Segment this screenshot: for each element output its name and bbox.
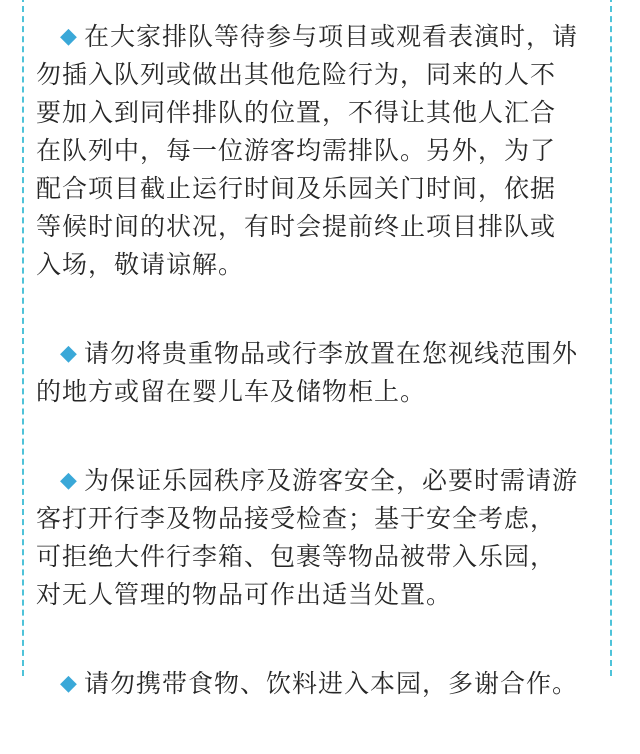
diamond-bullet-icon: ◆ (60, 24, 78, 49)
notice-text: 在大家排队等待参与项目或观看表演时，请 (84, 22, 579, 51)
notice-text: 要加入到同伴排队的位置，不得让其他人汇合 (36, 98, 557, 127)
notice-text: 等候时间的状况，有时会提前终止项目排队或 (36, 212, 557, 241)
notice-line-first (60, 18, 600, 56)
notice-line-first (60, 335, 600, 373)
notice-text: 请勿将贵重物品或行李放置在您视线范围外 (84, 339, 579, 368)
notice-text: 客打开行李及物品接受检查；基于安全考虑， (36, 504, 557, 533)
diamond-bullet-icon: ◆ (60, 341, 78, 366)
notice-list (36, 18, 600, 754)
notice-food-drink (60, 665, 600, 703)
notice-valuables (36, 335, 600, 411)
notice-text: 配合项目截止运行时间及乐园关门时间，依据 (36, 174, 557, 203)
notice-line-first (60, 462, 600, 500)
diamond-bullet-icon: ◆ (60, 468, 78, 493)
notice-text: 为保证乐园秩序及游客安全，必要时需请游 (84, 466, 579, 495)
notice-text: 可拒绝大件行李箱、包裹等物品被带入乐园， (36, 542, 557, 571)
notice-text: 的地方或留在婴儿车及储物柜上。 (36, 377, 427, 406)
notice-text: 在队列中，每一位游客均需排队。另外，为了 (36, 136, 557, 165)
diamond-bullet-icon: ◆ (60, 671, 78, 696)
notice-queue-rules (36, 18, 600, 284)
notice-security-check (36, 462, 600, 614)
notice-line-first (60, 665, 600, 703)
notice-text: 对无人管理的物品可作出适当处置。 (36, 580, 453, 609)
notice-text: 入场，敬请谅解。 (36, 250, 245, 279)
notice-text: 请勿携带食物、饮料进入本园，多谢合作。 (84, 669, 579, 698)
notice-text: 勿插入队列或做出其他危险行为，同来的人不 (36, 60, 557, 89)
